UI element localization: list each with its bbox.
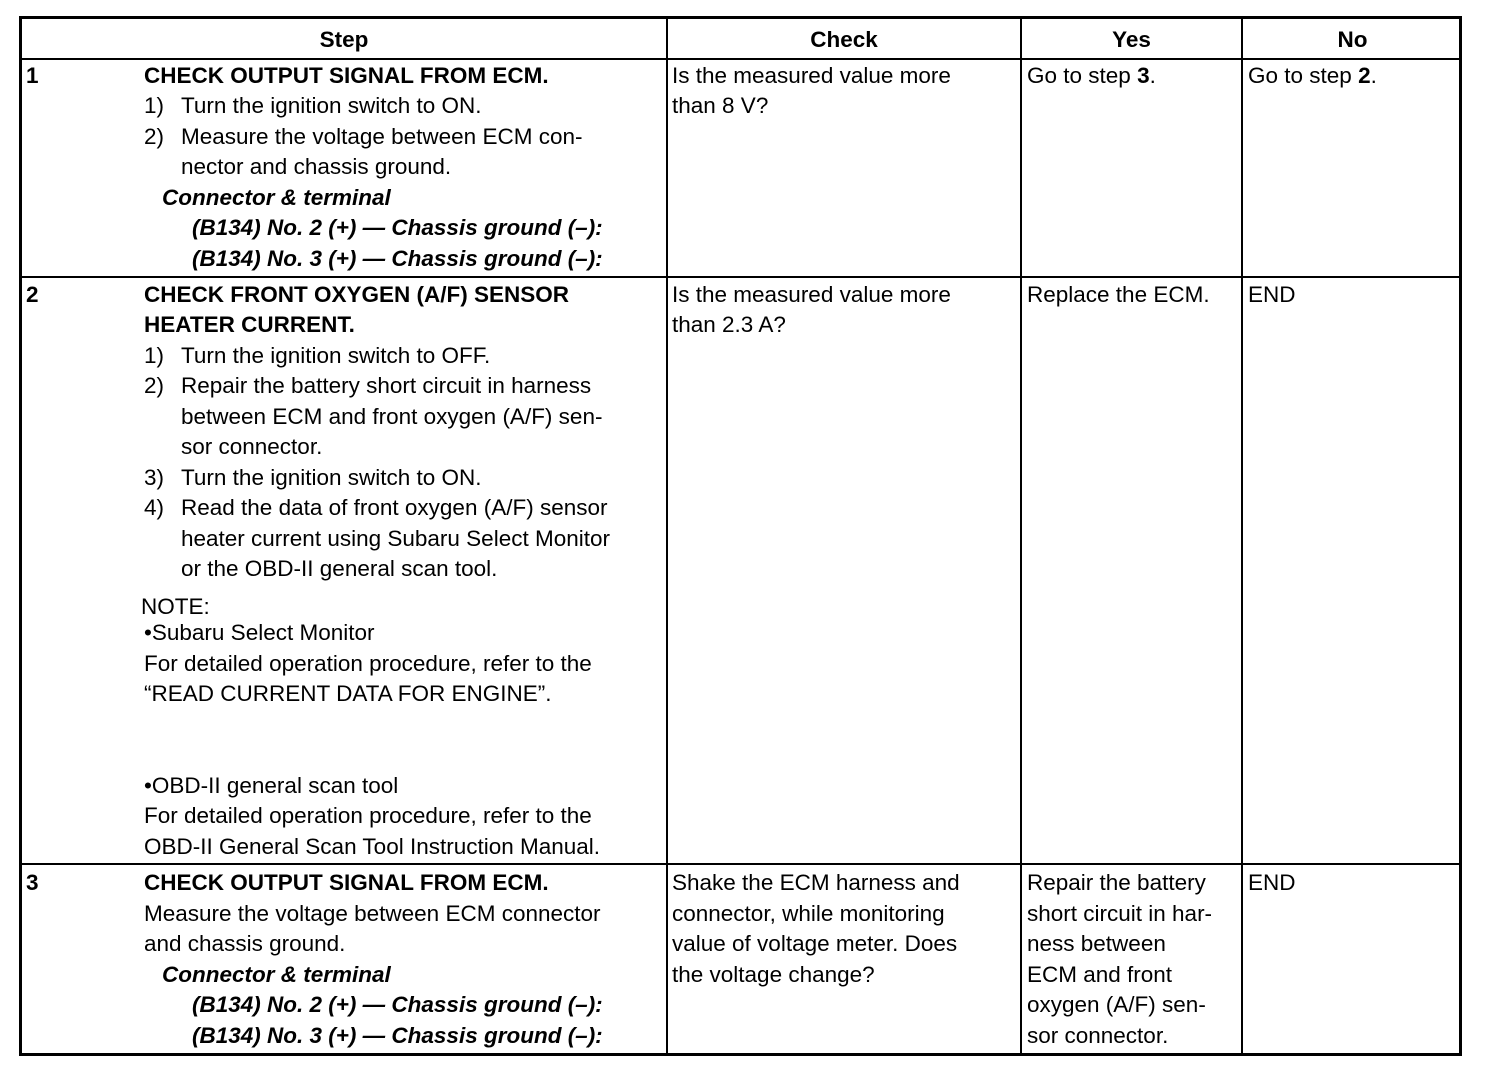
yes-action: oxygen (A/F) sen- [1027, 992, 1206, 1017]
step-body-text: Measure the voltage between ECM connector [144, 901, 601, 926]
step-item-number: 1) [144, 343, 165, 368]
yes-action: Replace the ECM. [1027, 282, 1210, 307]
header-divider [22, 58, 1459, 60]
terminal-spec: (B134) No. 3 (+) — Chassis ground (–): [192, 246, 603, 271]
step-number: 3 [26, 870, 39, 895]
yes-action: ECM and front [1027, 962, 1173, 987]
no-action: Go to step 2. [1248, 63, 1377, 88]
step-item-number: 1) [144, 93, 165, 118]
step-item-text: Turn the ignition switch to ON. [181, 465, 482, 490]
check-text: Is the measured value more [672, 282, 951, 307]
check-text: connector, while monitoring [672, 901, 945, 926]
yes-action: ness between [1027, 931, 1166, 956]
step-title: CHECK OUTPUT SIGNAL FROM ECM. [144, 63, 549, 88]
check-text: value of voltage meter. Does [672, 931, 958, 956]
step-title: CHECK OUTPUT SIGNAL FROM ECM. [144, 870, 549, 895]
check-text: than 2.3 A? [672, 312, 786, 337]
no-step-number: 2 [1358, 63, 1371, 88]
yes-action: Go to step 3. [1027, 63, 1156, 88]
header-no: No [1337, 27, 1368, 52]
row-divider [22, 863, 1459, 865]
step-item-text: heater current using Subaru Select Monitor [181, 526, 610, 551]
step-item-number: 4) [144, 495, 165, 520]
note-text: “READ CURRENT DATA FOR ENGINE”. [144, 681, 552, 706]
step-item-number: 3) [144, 465, 165, 490]
header-check: Check [810, 27, 878, 52]
no-action: END [1248, 282, 1296, 307]
step-body-text: and chassis ground. [144, 931, 346, 956]
step-number: 2 [26, 282, 39, 307]
connector-label: Connector & terminal [162, 962, 391, 987]
yes-action: sor connector. [1027, 1023, 1169, 1048]
yes-action: short circuit in har- [1027, 901, 1213, 926]
note-label: NOTE: [141, 594, 210, 619]
note-text: For detailed operation procedure, refer to the [144, 803, 592, 828]
check-text: Shake the ECM harness and [672, 870, 960, 895]
no-action: END [1248, 870, 1296, 895]
diagnostic-table [19, 16, 1462, 1056]
step-item-number: 2) [144, 373, 165, 398]
step-item-text: between ECM and front oxygen (A/F) sen- [181, 404, 603, 429]
step-item-text: nector and chassis ground. [181, 154, 452, 179]
note-text: OBD-II General Scan Tool Instruction Manual. [144, 834, 601, 859]
step-item-text: or the OBD-II general scan tool. [181, 556, 498, 581]
step-item-text: Measure the voltage between ECM con- [181, 124, 583, 149]
header-step: Step [319, 27, 369, 52]
column-divider [666, 19, 668, 1053]
step-title: HEATER CURRENT. [144, 312, 355, 337]
step-title: CHECK FRONT OXYGEN (A/F) SENSOR [144, 282, 570, 307]
check-text: than 8 V? [672, 93, 769, 118]
step-item-text: Turn the ignition switch to ON. [181, 93, 482, 118]
terminal-spec: (B134) No. 2 (+) — Chassis ground (–): [192, 992, 603, 1017]
column-divider [1241, 19, 1243, 1053]
step-number: 1 [26, 63, 39, 88]
terminal-spec: (B134) No. 2 (+) — Chassis ground (–): [192, 215, 603, 240]
step-item-text: Turn the ignition switch to OFF. [181, 343, 491, 368]
step-item-text: Repair the battery short circuit in harness [181, 373, 592, 398]
terminal-spec: (B134) No. 3 (+) — Chassis ground (–): [192, 1023, 603, 1048]
check-text: the voltage change? [672, 962, 875, 987]
check-text: Is the measured value more [672, 63, 951, 88]
step-item-text: Read the data of front oxygen (A/F) sensor [181, 495, 608, 520]
yes-action: Repair the battery [1027, 870, 1206, 895]
row-divider [22, 276, 1459, 278]
column-divider [1020, 19, 1022, 1053]
note-bullet: •Subaru Select Monitor [144, 620, 375, 645]
step-item-number: 2) [144, 124, 165, 149]
note-bullet: •OBD-II general scan tool [144, 773, 399, 798]
header-yes: Yes [1112, 27, 1151, 52]
note-text: For detailed operation procedure, refer to the [144, 651, 592, 676]
connector-label: Connector & terminal [162, 185, 391, 210]
yes-step-number: 3 [1137, 63, 1150, 88]
step-item-text: sor connector. [181, 434, 323, 459]
